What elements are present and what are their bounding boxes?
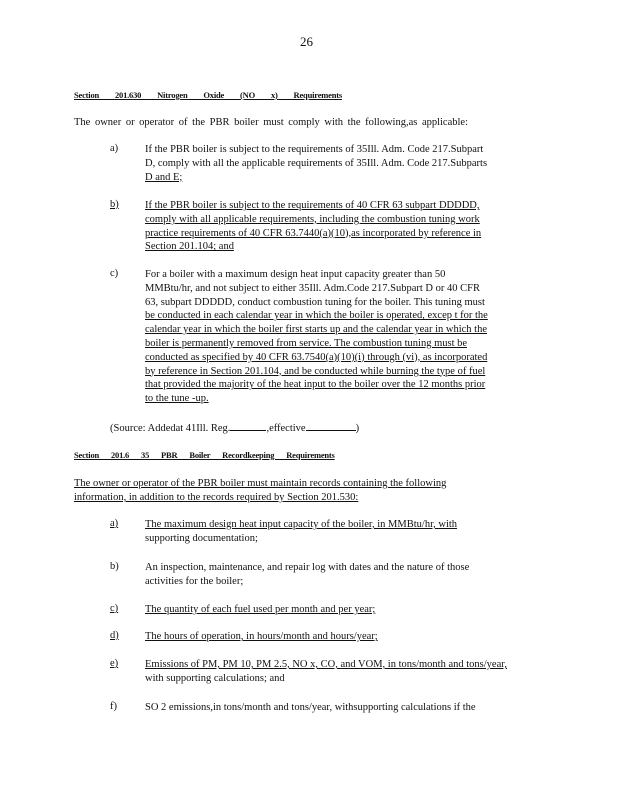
item-b-text xyxy=(145,199,530,254)
section-630-heading: Section 201.630 Nitrogen Oxide (NO x) Requirements xyxy=(74,90,342,100)
item-c-label: c) xyxy=(110,268,119,279)
text-line: Section 201.104; and xyxy=(145,241,234,253)
page-number: 26 xyxy=(300,34,313,49)
record-e-text xyxy=(145,658,545,686)
text-line: by reference in Section 201.104, and be conducted while burning the type of fuel xyxy=(145,365,486,377)
text-line: activities for the boiler; xyxy=(145,575,244,587)
text-line: conducted as specified by 40 CFR 63.7540(a)(10)(i) through (vi), as incorporated xyxy=(145,351,488,363)
record-c-label: c) xyxy=(110,603,119,614)
date-blank xyxy=(230,421,266,431)
text-line: Emissions of PM, PM 10, PM 2.5, NO x, CO, and VOM, in tons/month and tons/year, xyxy=(145,659,507,670)
text-line: An inspection, maintenance, and repair log with dates and the nature of those xyxy=(145,562,470,573)
record-a-label: a) xyxy=(110,518,119,529)
item-a-label: a) xyxy=(110,143,119,154)
text-line: SO 2 emissions,in tons/month and tons/year, withsupporting calculations if the xyxy=(145,702,476,713)
text-line: calendar year in which the boiler first starts up and the calendar year in which the xyxy=(145,324,487,336)
record-d-text xyxy=(145,630,515,644)
text-line: The quantity of each fuel used per month and per year; xyxy=(145,604,376,615)
text-line: If the PBR boiler is subject to the requirements of 35Ill. Adm. Code 217.Subpart xyxy=(145,144,484,155)
text-line: The owner or operator of the PBR boiler must maintain records containing the following xyxy=(74,478,447,489)
source-suffix: ) xyxy=(355,423,360,434)
text-line: If the PBR boiler is subject to the requirements of 40 CFR 63 subpart DDDDD, xyxy=(145,200,480,211)
record-f-label: f) xyxy=(110,701,117,712)
source-note xyxy=(110,421,359,436)
record-e-label: e) xyxy=(110,658,119,669)
record-d-label: d) xyxy=(110,630,119,641)
text-line: The hours of operation, in hours/month and hours/year; xyxy=(145,631,378,642)
record-b-text xyxy=(145,561,515,589)
text-line: supporting documentation; xyxy=(145,532,258,544)
section-630-intro: The owner or operator of the PBR boiler must comply with the following,as applicable: xyxy=(74,117,469,128)
item-a-text xyxy=(145,143,530,184)
text-line: with supporting calculations; and xyxy=(145,672,285,684)
text-line: be conducted in each calendar year in which the boiler is operated, excep t for the xyxy=(145,310,488,322)
source-prefix: (Source: Addedat 41Ill. Reg. xyxy=(110,423,231,434)
text-line: The maximum design heat input capacity of the boiler, in MMBtu/hr, with xyxy=(145,519,458,530)
record-c-text xyxy=(145,603,515,617)
record-b-label: b) xyxy=(110,561,119,572)
text-line: boiler is permanently removed from service. The combustion tuning must be xyxy=(145,337,468,349)
item-b-label: b) xyxy=(110,199,119,210)
text-line: practice requirements of 40 CFR 63.7440(a)(10),as incorporated by reference in xyxy=(145,227,482,239)
text-line: to the tune -up. xyxy=(145,393,209,405)
record-f-text xyxy=(145,701,525,715)
section-635-heading: Section 201.6 35 PBR Boiler Recordkeeping Requirements xyxy=(74,450,335,460)
record-a-text xyxy=(145,518,515,546)
text-line: that provided the majority of the heat input to the boiler over the 12 months prior xyxy=(145,379,486,391)
text-line: D, comply with all the applicable requirements of 35Ill. Adm. Code 217.Subparts xyxy=(145,157,488,169)
section-635-intro xyxy=(74,477,514,505)
text-line: D and E; xyxy=(145,171,183,183)
text-line: comply with all applicable requirements, including the combustion tuning work xyxy=(145,213,480,225)
date-blank xyxy=(306,421,356,431)
source-middle: ,effective xyxy=(266,423,306,434)
text-line: 63, subpart DDDDD, conduct combustion tuning for the boiler. This tuning must xyxy=(145,296,485,308)
text-line: information, in addition to the records required by Section 201.530: xyxy=(74,491,359,503)
text-line: For a boiler with a maximum design heat input capacity greater than 50 xyxy=(145,269,446,280)
item-c-text xyxy=(145,268,535,406)
text-line: MMBtu/hr, and not subject to either 35Ill. Adm.Code 217.Subpart D or 40 CFR xyxy=(145,282,480,294)
